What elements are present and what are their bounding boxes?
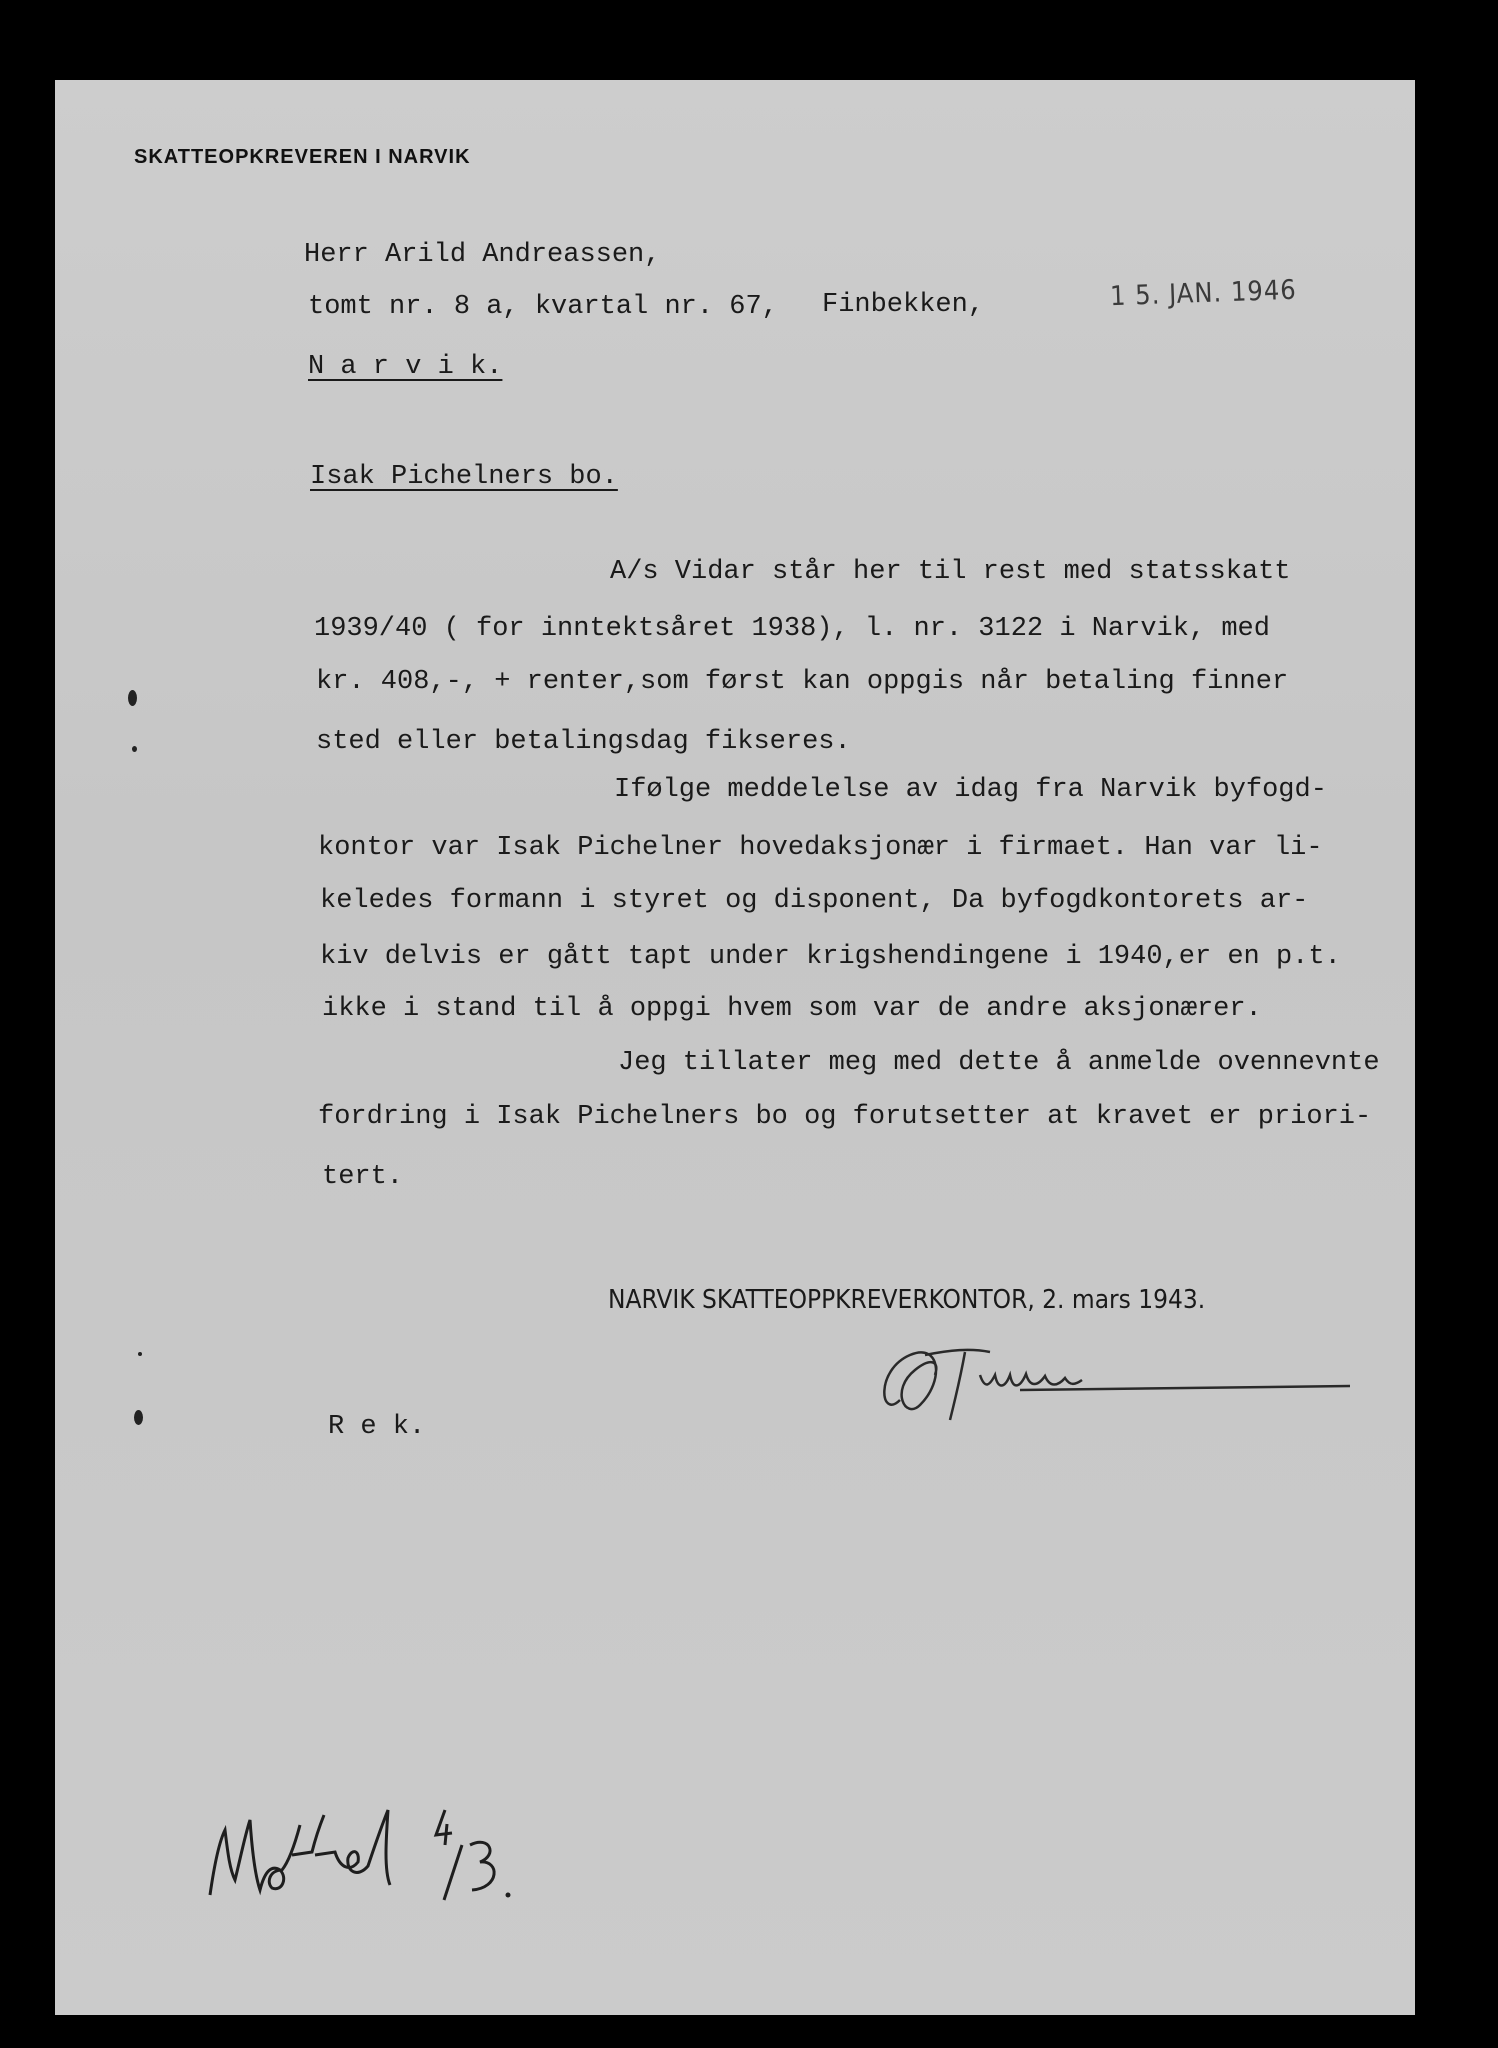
recipient-address: tomt nr. 8 a, kvartal nr. 67, — [308, 292, 778, 322]
rek-notation: R e k. — [328, 1412, 426, 1442]
scan-artifact — [128, 690, 137, 706]
body-line: ikke i stand til å oppgi hvem som var de andre aksjonærer. — [322, 994, 1262, 1024]
body-line: 1939/40 ( for inntektsåret 1938), l. nr. 3122 i Narvik, med — [314, 614, 1270, 644]
body-line: tert. — [322, 1162, 404, 1192]
body-line: Jeg tillater meg med dette å anmelde ovennevnte — [618, 1048, 1380, 1078]
signature — [870, 1330, 1360, 1440]
body-line: fordring i Isak Pichelners bo og forutsetter at kravet er priori- — [318, 1102, 1372, 1132]
received-date-stamp: 1 5. JAN. 1946 — [1109, 274, 1298, 313]
body-line: kiv delvis er gått tapt under krigshendingene i 1940,er en p.t. — [320, 942, 1341, 972]
body-line: sted eller betalingsdag fikseres. — [316, 727, 851, 757]
letterhead: SKATTEOPKREVEREN I NARVIK — [134, 146, 471, 168]
body-line: kr. 408,-, + renter,som først kan oppgis når betaling finner — [316, 667, 1289, 697]
handwritten-note — [200, 1800, 600, 1910]
body-line: keledes formann i styret og disponent, Da byfogdkontorets ar- — [320, 886, 1309, 916]
subject-line: Isak Pichelners bo. — [310, 462, 618, 492]
body-line: A/s Vidar står her til rest med statsskatt — [610, 557, 1291, 587]
scan-artifact — [138, 1352, 142, 1356]
body-line: kontor var Isak Pichelner hovedaksjonær i firmaet. Han var li- — [318, 833, 1323, 863]
recipient-name: Herr Arild Andreassen, — [304, 240, 661, 270]
place-date-line: NARVIK SKATTEOPPKREVERKONTOR, 2. mars 1943. — [608, 1285, 1206, 1315]
scan-artifact — [134, 1410, 143, 1425]
scan-artifact — [132, 746, 137, 752]
body-line: Ifølge meddelelse av idag fra Narvik byfogd- — [614, 775, 1327, 805]
recipient-area: Finbekken, — [822, 290, 985, 320]
recipient-city: N a r v i k. — [308, 352, 503, 382]
